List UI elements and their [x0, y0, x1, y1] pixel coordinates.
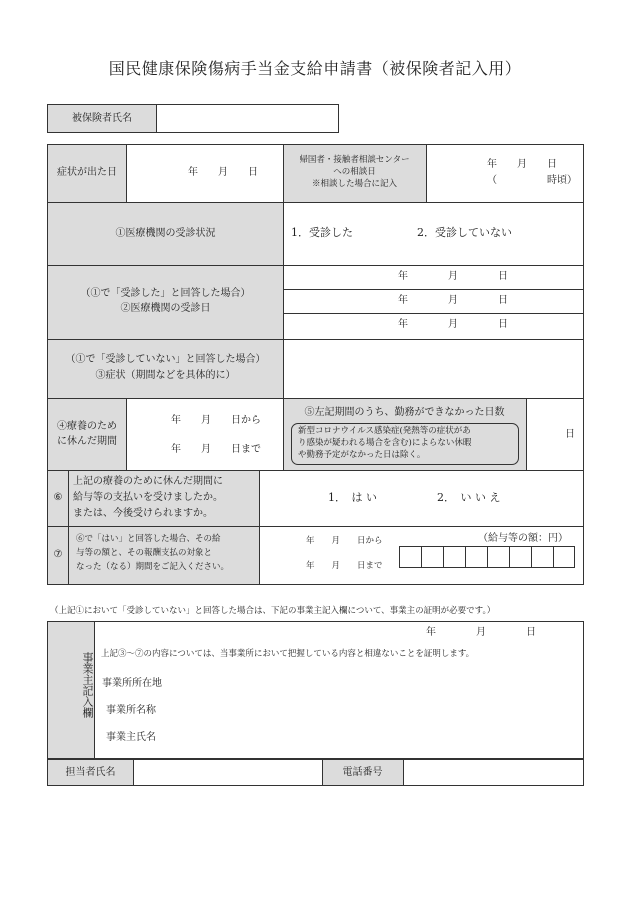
employer-certification-text: 上記③～⑦の内容については、当事業所において把握している内容と相違ないことを証明します。 [101, 649, 475, 659]
q1-label: ①医療機関の受診状況 [115, 228, 216, 239]
employer-certification-note: （上記①において「受診していない」と回答した場合は、下記の事業主記入欄について、事業主の証明が必要です。） [50, 606, 496, 616]
employer-date-field[interactable]: 年 月 日 [426, 627, 536, 638]
form-title: 国民健康保険傷病手当金支給申請書（被保険者記入用） [108, 59, 522, 78]
consult-label-1: 帰国者・接触者相談センター [299, 155, 410, 165]
consult-date-field[interactable]: 年 月 日 [487, 159, 557, 170]
q6-option-yes[interactable]: 1． は い [328, 491, 377, 504]
q7-number: ⑦ [53, 549, 63, 560]
q1-option-not-visited[interactable]: 2．受診していない [417, 226, 512, 239]
onset-label: 症状が出た日 [57, 167, 117, 178]
phone-field[interactable] [404, 760, 583, 785]
q3-label-1: （①で「受診していない」と回答した場合） [65, 354, 266, 365]
q7-text-2: 与等の額と、その報酬支払の対象と [76, 548, 213, 558]
q2-label-1: （①で「受診した」と回答した場合） [80, 288, 251, 299]
q6-text-3: または、今後受けられますか。 [73, 508, 213, 519]
q5-note-3: や勤務予定がなかった日は除く。 [298, 450, 426, 460]
q4-from-date[interactable]: 年 月 日から [171, 415, 261, 426]
employer-name-label: 事業所名称 [106, 705, 156, 716]
q5-days-field[interactable] [527, 399, 563, 469]
q5-note-2: り感染が疑われる場合を含む)によらない休暇 [298, 438, 472, 448]
consult-label-3: ※相談した場合に記入 [311, 179, 397, 189]
q7-amount-label: （給与等の額：円） [478, 533, 568, 544]
q2-label-2: ②医療機関の受診日 [120, 303, 211, 314]
employer-owner-label: 事業主氏名 [106, 732, 156, 743]
q3-label-2: ③症状（期間などを具体的に） [95, 370, 236, 381]
q7-text-1: ⑥で「はい」と回答した場合、その給 [76, 534, 221, 544]
contact-person-field[interactable] [134, 760, 322, 785]
q1-option-visited[interactable]: 1．受診した [291, 226, 353, 239]
consult-time-field[interactable]: （ 時頃） [487, 175, 577, 186]
q6-number: ⑥ [53, 492, 63, 503]
q7-to-date[interactable]: 年 月 日まで [306, 561, 383, 571]
onset-date-field[interactable]: 年 月 日 [188, 167, 258, 178]
q6-option-no[interactable]: 2． い い え [437, 491, 501, 504]
q6-text-2: 給与等の支払いを受けましたか。 [73, 492, 223, 503]
contact-person-label: 担当者氏名 [65, 767, 116, 778]
phone-label: 電話番号 [342, 767, 383, 778]
q2-date-2[interactable]: 年 月 日 [398, 295, 508, 306]
q6-text-1: 上記の療養のために休んだ期間に [73, 476, 223, 487]
q2-date-3[interactable]: 年 月 日 [398, 319, 508, 330]
consult-label-2: への相談日 [333, 167, 376, 177]
insured-name-label: 被保険者氏名 [72, 113, 132, 124]
q5-note-1: 新型コロナウイルス感染症(発熱等の症状があ [298, 426, 471, 436]
q4-label-1: ④療養のため [57, 421, 117, 432]
insured-name-field[interactable] [156, 104, 339, 133]
q7-from-date[interactable]: 年 月 日から [306, 536, 383, 546]
employer-address-label: 事業所所在地 [102, 678, 162, 689]
q4-to-date[interactable]: 年 月 日まで [171, 444, 261, 455]
q5-days-unit: 日 [565, 429, 575, 440]
q4-label-2: に休んだ期間 [57, 436, 117, 447]
q5-label: ⑤左記期間のうち、勤務ができなかった日数 [304, 407, 505, 418]
q2-date-1[interactable]: 年 月 日 [398, 271, 508, 282]
employer-side-label: 事業主記入欄 [81, 652, 94, 718]
q7-text-3: なった（なる）期間をご記入ください。 [76, 562, 230, 572]
q3-symptoms-field[interactable] [284, 340, 583, 398]
